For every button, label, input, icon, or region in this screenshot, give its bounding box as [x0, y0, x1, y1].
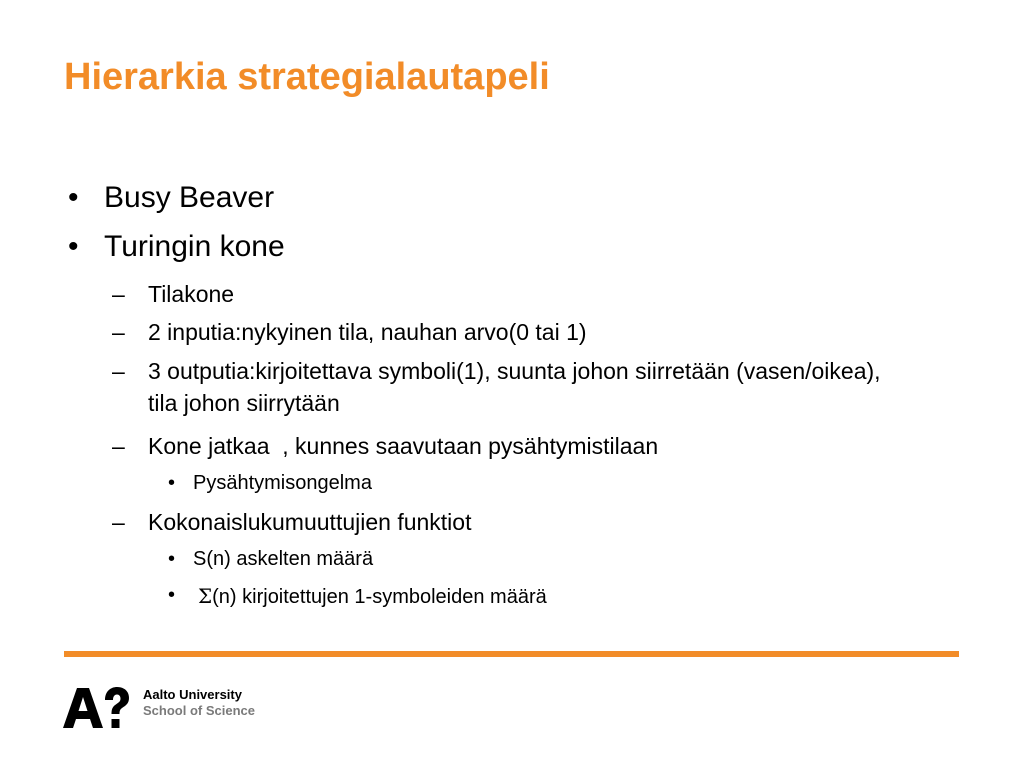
dash-marker: – — [112, 509, 125, 535]
bullet-marker: • — [68, 181, 79, 214]
dash-marker: – — [112, 358, 125, 384]
bullet-marker: • — [168, 548, 176, 570]
aalto-logo — [62, 686, 130, 730]
university-name: Aalto University — [143, 687, 242, 702]
sub-bullet-text: 2 inputia:nykyinen tila, nauhan arvo(0 tai 1) — [148, 319, 587, 345]
sub-bullet-text: Kokonaislukumuuttujien funktiot — [148, 509, 472, 535]
sigma-symbol: Σ — [198, 584, 213, 608]
dash-marker: – — [112, 433, 125, 459]
dash-marker: – — [112, 281, 125, 307]
sub-bullet-text: 3 outputia:kirjoitettava symboli(1), suunta johon siirretään (vasen/oikea), tila johon siirrytään — [148, 358, 881, 416]
sub-bullet-text: Kone jatkaa , kunnes saavutaan pysähtymistilaan — [148, 433, 659, 459]
bullet-marker: • — [168, 472, 176, 494]
bullet-text: Turingin kone — [104, 230, 285, 263]
slide-title: Hierarkia strategialautapeli — [64, 56, 550, 98]
dash-marker: – — [112, 319, 125, 345]
school-name: School of Science — [143, 703, 255, 718]
sub-sub-bullet-text — [198, 584, 547, 609]
bullet-marker: • — [168, 584, 176, 606]
bullet-text: Busy Beaver — [104, 181, 275, 214]
sub-sub-bullet-text: S(n) askelten määrä — [193, 548, 374, 570]
bullet-marker: • — [68, 230, 79, 263]
sub-bullet-text: Tilakone — [148, 281, 235, 307]
footer-divider — [64, 651, 959, 657]
sub-sub-bullet-text: Pysähtymisongelma — [193, 472, 372, 494]
sigma-text: (n) kirjoitettujen 1-symboleiden määrä — [212, 586, 547, 608]
